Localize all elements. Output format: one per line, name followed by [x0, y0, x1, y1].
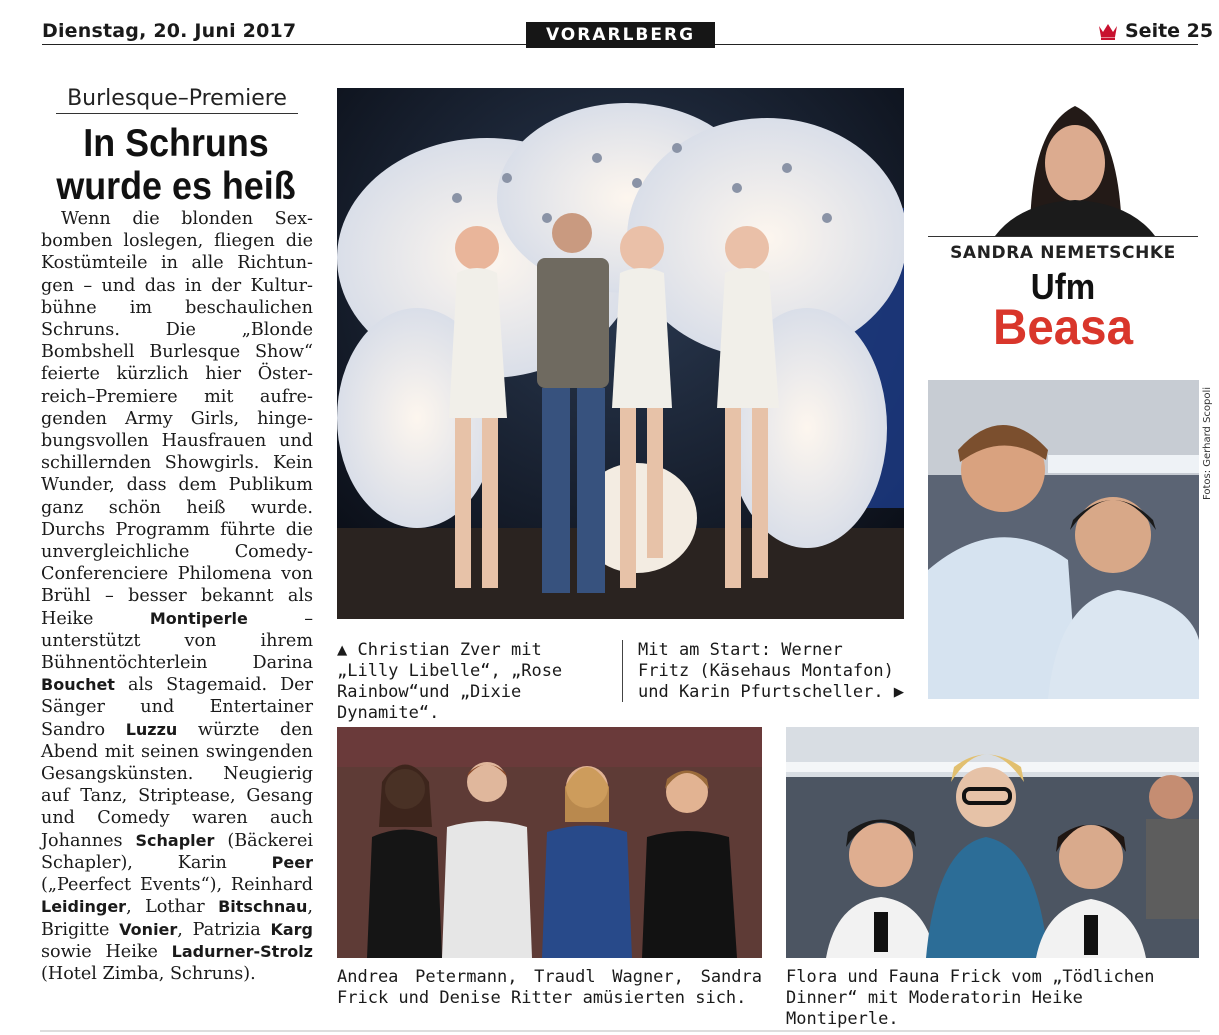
- body-text-run: – unterstützt von ihrem Bühnentöchterlein Darina: [41, 608, 313, 674]
- body-text-run: (Bäckerei Schapler), Karin: [41, 830, 313, 873]
- article-kicker: Burlesque–Premiere: [56, 86, 298, 114]
- article-body: [41, 208, 313, 985]
- name-highlight: Vonier: [119, 919, 178, 939]
- column-rule: [928, 236, 1198, 237]
- name-highlight: Bitschnau: [218, 897, 308, 917]
- caption-bottom-left: Andrea Petermann, Traudl Wagner, Sandra Frick und Denise Ritter amüsierten sich.: [337, 967, 762, 1008]
- column-title-line-2: Beasa: [993, 299, 1133, 355]
- body-text-run: , Lothar: [126, 897, 219, 918]
- photo-four-women: [337, 727, 762, 958]
- name-highlight: Peer: [271, 852, 313, 872]
- body-text-run: , Patrizia: [177, 919, 271, 940]
- page-number: Seite 25: [1125, 20, 1214, 42]
- caption-right-photo-text: Mit am Start: Werner Fritz (Käsehaus Montafon) und Karin Pfurtscheller.: [638, 640, 894, 702]
- body-text-run: (Hotel Zimba, Schruns).: [41, 963, 256, 984]
- photo-werner-fritz-karin: [928, 380, 1199, 699]
- caption-main-photo: ▲ Christian Zver mit „Lilly Libelle“, „Rose Rainbow“und „Dixie Dynamite“.: [337, 640, 563, 723]
- issue-date: Dienstag, 20. Juni 2017: [42, 20, 297, 42]
- column-title-line-1: Ufm: [1030, 266, 1096, 307]
- headline-line-1: In Schruns: [83, 122, 269, 165]
- photo-flora-fauna-heike: [786, 727, 1199, 958]
- header-rule-left: [42, 44, 526, 45]
- caption-divider: [622, 640, 623, 702]
- photo-credit: Fotos: Gerhard Scopoli: [1202, 386, 1213, 500]
- headline-line-2: wurde es heiß: [56, 165, 296, 208]
- caption-bottom-right: Flora und Fauna Frick vom „Tödlichen Dinner“ mit Moderatorin Heike Montiperle.: [786, 967, 1155, 1029]
- body-text-run: („Peerfect Events“), Reinhard: [41, 875, 313, 896]
- name-highlight: Montiperle: [149, 608, 248, 628]
- name-highlight: Bouchet: [41, 675, 115, 695]
- header-rule-right: [715, 44, 1198, 45]
- name-highlight: Schapler: [135, 830, 215, 850]
- name-highlight: Leidinger: [41, 897, 127, 917]
- photo-burlesque-dancers: [337, 88, 904, 619]
- section-label: VORARLBERG: [526, 22, 715, 48]
- body-text-run: , Brigitte: [41, 897, 313, 940]
- name-highlight: Karg: [270, 919, 313, 939]
- column-author: SANDRA NEMETSCHKE: [950, 243, 1176, 263]
- name-highlight: Ladurner-Strolz: [171, 941, 313, 961]
- body-text-run: sowie Heike: [41, 941, 172, 962]
- body-text-run: würzte den Abend mit seinen swingenden Gesangskünsten. Neugierig auf Tanz, Striptease, Gesang und Comedy waren auch Johannes: [41, 719, 313, 851]
- body-text-run: als Stagemaid. Der Sänger und Entertainer Sandro: [41, 675, 313, 740]
- arrow-right-icon: ▶: [893, 682, 904, 702]
- crown-icon: [1098, 22, 1118, 40]
- name-highlight: Luzzu: [125, 719, 178, 739]
- article-headline: [51, 122, 301, 208]
- photo-columnist-portrait: [990, 88, 1160, 236]
- bottom-rule: [40, 1030, 1200, 1032]
- body-text-run: Wenn die blonden Sexbomben loslegen, fliegen die Kostümteile in alle Richtungen – und das in der Kulturbühne im beschaulichen Schruns. Die „Blonde Bombshell Burlesque Show“ feierte kürzlich hier Österreich–Premiere mit aufregenden Army Girls, hingebungsvollen Hausfrauen und schillernden Showgirls. Kein Wunder, dass dem Publikum ganz schön heiß wurde. Durchs Programm führte die unvergleichliche Comedy- Conferenciere Philomena von Brühl – besser bekannt als Heike: [41, 209, 313, 629]
- caption-right-photo: [638, 640, 904, 703]
